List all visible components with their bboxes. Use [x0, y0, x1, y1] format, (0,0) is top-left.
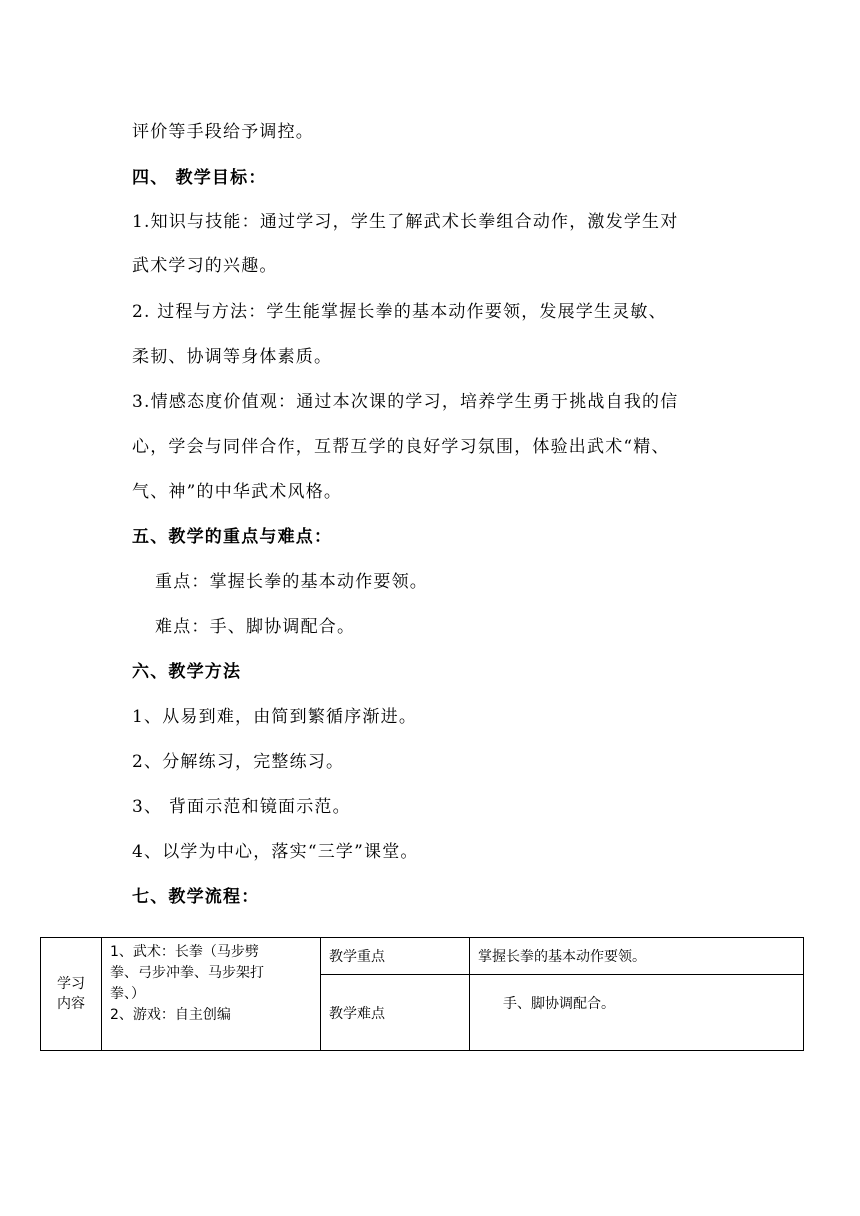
table-cell-key-label: 教学重点 [321, 938, 470, 975]
label-line: 内容 [57, 996, 85, 1012]
table-cell-difficulty [470, 975, 804, 1051]
objective-attitude-line: 气、神”的中华武术风格。 [132, 482, 343, 502]
objective-process-line: 柔韧、协调等身体素质。 [132, 347, 333, 367]
content-line: 1、武术：长拳（马步劈 [110, 944, 259, 960]
section-heading-process: 七、教学流程： [132, 887, 260, 907]
table-cell-label [41, 938, 102, 1051]
objective-process-line: 2. 过程与方法：学生能掌握长拳的基本动作要领，发展学生灵敏、 [132, 302, 667, 322]
paragraph-line: 评价等手段给予调控。 [132, 122, 314, 142]
objective-knowledge-line: 武术学习的兴趣。 [132, 256, 278, 276]
content-line: 拳、） [110, 986, 145, 1002]
section-heading-methods: 六、教学方法 [132, 662, 242, 682]
table-cell-difficulty-label: 教学难点 [321, 975, 470, 1051]
objective-knowledge-line: 1.知识与技能：通过学习，学生了解武术长拳组合动作，激发学生对 [132, 212, 679, 232]
content-line: 2、游戏：自主创编 [110, 1007, 231, 1023]
method-item: 3、 背面示范和镜面示范。 [132, 797, 351, 817]
method-item: 1、从易到难，由简到繁循序渐进。 [132, 707, 418, 727]
objective-attitude-line: 心，学会与同伴合作，互帮互学的良好学习氛围，体验出武术“精、 [132, 437, 670, 457]
content-line: 拳、弓步冲拳、马步架打 [110, 965, 264, 981]
table-cell-content [102, 938, 321, 1051]
section-heading-key-points: 五、教学的重点与难点： [132, 527, 333, 547]
section-heading-objectives: 四、 教学目标： [132, 168, 267, 188]
method-item: 4、以学为中心，落实“三学”课堂。 [132, 842, 419, 862]
table-cell-difficulty-value: 手、脚协调配合。 [503, 995, 615, 1012]
key-point-line: 重点：掌握长拳的基本动作要领。 [155, 572, 428, 592]
method-item: 2、分解练习，完整练习。 [132, 752, 345, 772]
lesson-info-table [40, 937, 804, 1051]
difficulty-line: 难点：手、脚协调配合。 [155, 617, 356, 637]
table-cell-key-value: 掌握长拳的基本动作要领。 [470, 938, 804, 975]
objective-attitude-line: 3.情感态度价值观：通过本次课的学习，培养学生勇于挑战自我的信 [132, 392, 679, 412]
label-line: 学习 [57, 976, 85, 992]
